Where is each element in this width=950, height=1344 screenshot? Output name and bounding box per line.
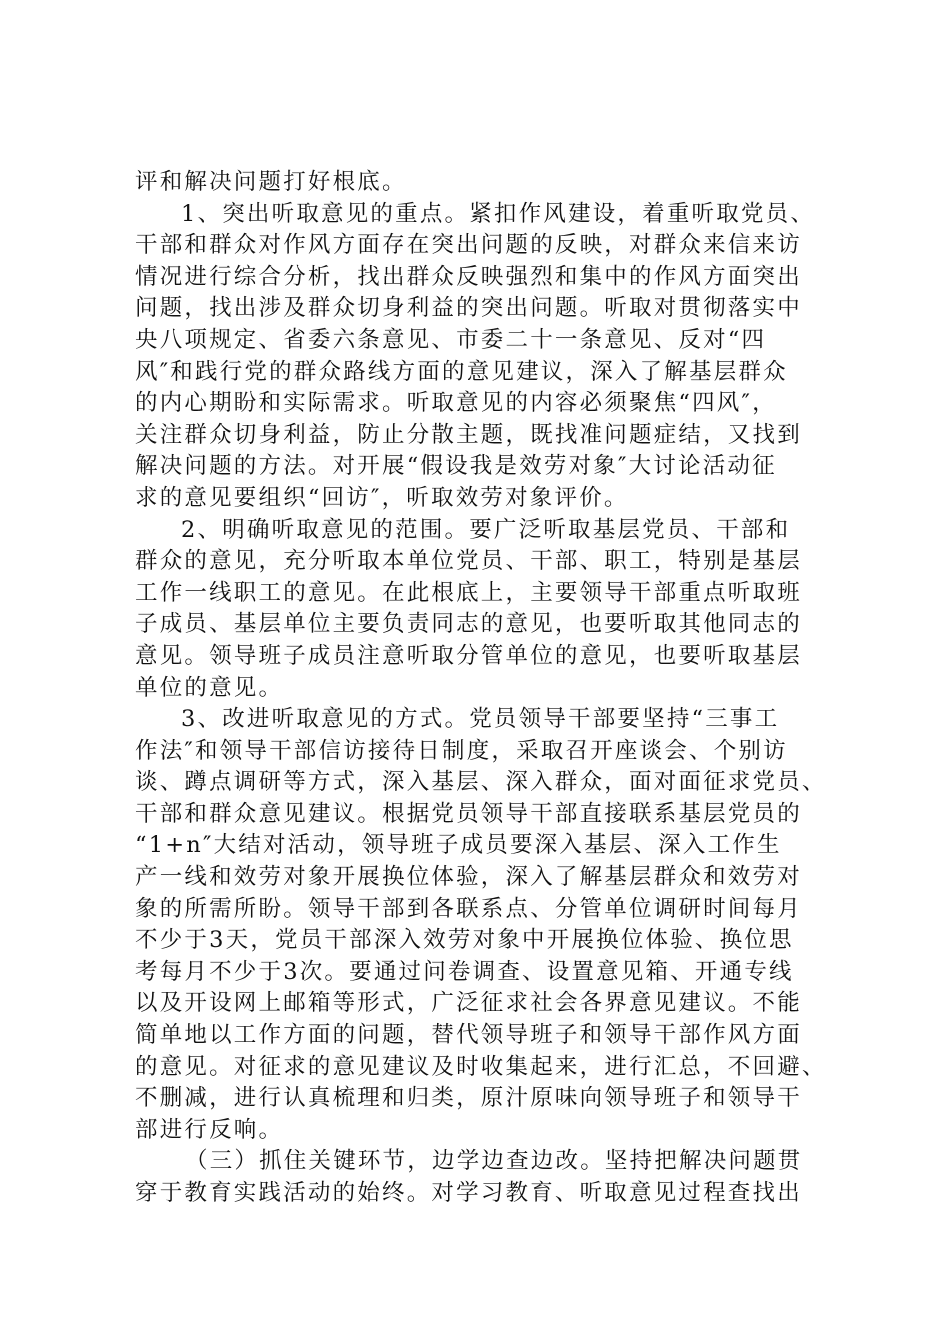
text-line: 意见。领导班子成员注意听取分管单位的意见，也要听取基层 (135, 642, 802, 669)
text-line: 央八项规定、省委六条意见、市委二十一条意见、反对“四 (135, 326, 767, 353)
text-line: 单位的意见。 (135, 674, 284, 701)
text-line: 干部和群众意见建议。根据党员领导干部直接联系基层党员的 (135, 800, 802, 827)
paragraph-1-start: 1、突出听取意见的重点。紧扣作风建设，着重听取党员、 (181, 200, 816, 227)
text-line: 象的所需所盼。领导干部到各联系点、分管单位调研时间每月 (135, 895, 802, 922)
text-line: 子成员、基层单位主要负责同志的意见，也要听取其他同志的 (135, 611, 802, 638)
text-line: 的意见。对征求的意见建议及时收集起来，进行汇总，不回避、 (135, 1053, 827, 1080)
text-line: 风″和践行党的群众路线方面的意见建议，深入了解基层群众 (135, 358, 788, 385)
paragraph-3-start: 3、改进听取意见的方式。党员领导干部要坚持“三事工 (181, 706, 780, 733)
text-line: 简单地以工作方面的问题，替代领导班子和领导干部作风方面 (135, 1022, 802, 1049)
text-line: 解决问题的方法。对开展“假设我是效劳对象″大讨论活动征 (135, 453, 777, 480)
section-3-start: （三）抓住关键环节，边学边查边改。坚持把解决问题贯 (185, 1148, 803, 1175)
text-line: 考每月不少于3次。要通过问卷调查、设置意见箱、开通专线 (135, 958, 794, 985)
body-text (135, 167, 825, 1210)
text-line: 谈、蹲点调研等方式，深入基层、深入群众，面对面征求党员、 (135, 769, 827, 796)
text-line: 情况进行综合分析，找出群众反映强烈和集中的作风方面突出 (135, 263, 802, 290)
text-line: 的内心期盼和实际需求。听取意见的内容必须聚焦“四风″， (135, 390, 777, 417)
text-line: 干部和群众对作风方面存在突出问题的反映，对群众来信来访 (135, 232, 802, 259)
text-line: 群众的意见，充分听取本单位党员、干部、职工，特别是基层 (135, 548, 802, 575)
text-line: 产一线和效劳对象开展换位体验，深入了解基层群众和效劳对 (135, 864, 802, 891)
text-line: 工作一线职工的意见。在此根底上，主要领导干部重点听取班 (135, 579, 802, 606)
text-line: 不少于3天，党员干部深入效劳对象中开展换位体验、换位思 (135, 927, 794, 954)
text-line: 穿于教育实践活动的始终。对学习教育、听取意见过程查找出 (135, 1180, 802, 1206)
text-line: 部进行反响。 (135, 1116, 284, 1143)
text-line: 关注群众切身利益，防止分散主题，既找准问题症结，又找到 (135, 421, 802, 448)
text-line: 作法″和领导干部信访接待日制度，采取召开座谈会、个别访 (135, 737, 788, 764)
text-line: “1+n″大结对活动，领导班子成员要深入基层、深入工作生 (135, 832, 782, 859)
text-line: 问题，找出涉及群众切身利益的突出问题。听取对贯彻落实中 (135, 295, 802, 322)
text-line: 评和解决问题打好根底。 (135, 169, 407, 195)
text-line: 不删减，进行认真梳理和归类，原汁原味向领导班子和领导干 (135, 1085, 802, 1112)
text-line: 求的意见要组织“回访″，听取效劳对象评价。 (135, 484, 629, 511)
text-line: 以及开设网上邮箱等形式，广泛征求社会各界意见建议。不能 (135, 990, 802, 1017)
paragraph-2-start: 2、明确听取意见的范围。要广泛听取基层党员、干部和 (181, 516, 791, 543)
